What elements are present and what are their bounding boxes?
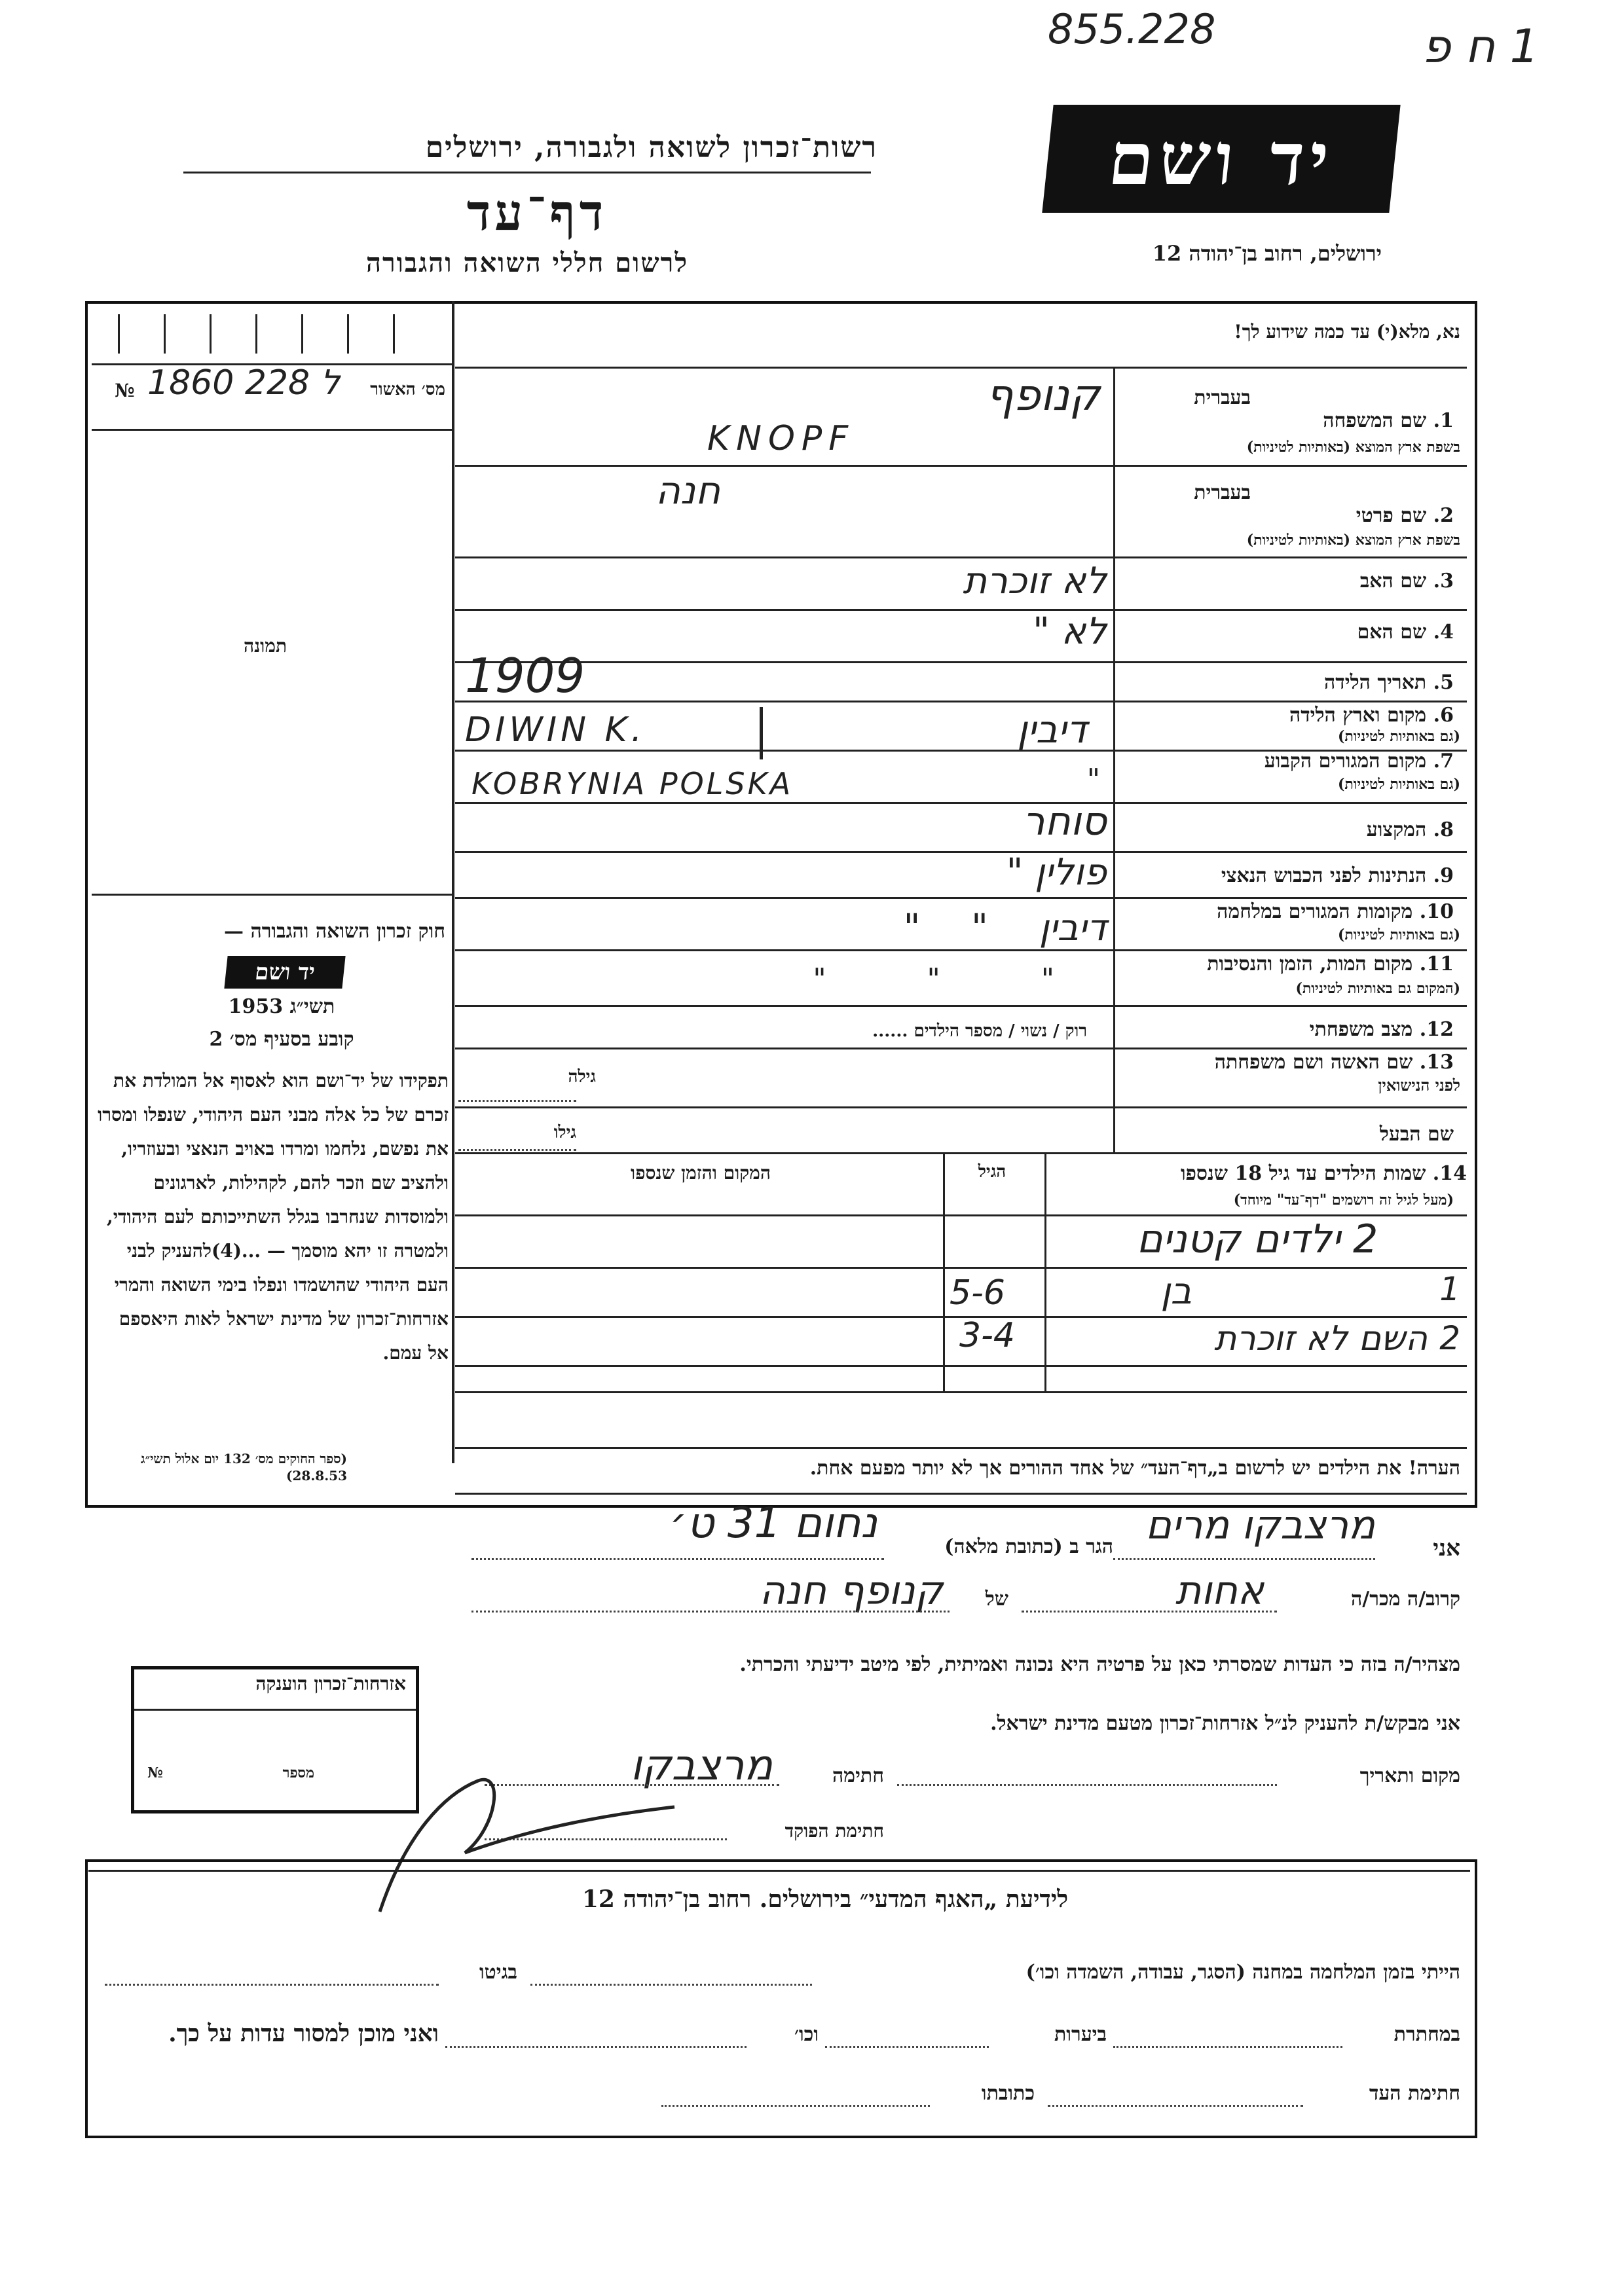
officer-signature-label: חתימת הפוקד — [784, 1820, 884, 1842]
signature-value[interactable]: מרצבקו — [630, 1741, 773, 1790]
footer-line1-a: הייתי בזמן המלחמה במחנה (הסגר, עבודה, השמדה וכו׳) — [1025, 1961, 1460, 1984]
children-age-col-left — [943, 1152, 945, 1391]
logo-text: יד ושם — [1104, 117, 1338, 201]
of-value[interactable]: קנופף חנה — [759, 1568, 943, 1614]
child-1-index: 1 — [1439, 1270, 1460, 1308]
place-date-label: מקום ותאריך — [1359, 1764, 1460, 1787]
declaration-request: אני מבקש/ת להעניק לנ״ל אזרחות־זכרון מטעם מדינת ישראל. — [990, 1712, 1460, 1735]
field-2-hebrew-hint: בעברית — [1194, 481, 1251, 504]
children-col-place: המקום והזמן שנספו — [631, 1162, 771, 1184]
field-3-value[interactable]: לא זוכרת — [963, 560, 1107, 602]
law-name-badge — [224, 956, 345, 989]
record-label: מס׳ האשור — [370, 380, 445, 399]
field-2-sub: בשפת ארץ המוצא (באותיות לטיניות) — [1246, 532, 1460, 549]
field-12-label: 12. מצב משפחתי — [1309, 1018, 1454, 1041]
authority-underline — [183, 172, 871, 173]
field-8-label: 8. המקצוע — [1366, 818, 1454, 841]
declaration-i-label: אני — [1433, 1535, 1460, 1561]
field-9-value[interactable]: פולין " — [1006, 851, 1107, 894]
relation-label: קרוב/ה מכר/ה — [1351, 1588, 1460, 1611]
child-2-index: 2 — [1439, 1319, 1460, 1357]
law-footnote: (ספר החוקים מס׳ 132 יום אלול תשי״ג 28.8.53) — [140, 1451, 347, 1484]
archive-number: 855.228 — [1048, 5, 1216, 53]
citizenship-number-sign: № — [147, 1764, 163, 1781]
children-sub: (מעל לגיל זה רושמים "דף־עד" מיוחד) — [1233, 1192, 1454, 1209]
photo-label: תמונה — [243, 635, 287, 657]
field-1-value[interactable]: קנופף — [986, 370, 1100, 420]
citizenship-number-label: מספר — [282, 1764, 314, 1781]
declaration-statement: מצהיר/ה בזה כי העדות שמסרתי כאן על פרטיה היא נכונה ואמיתית, לפי מיטב ידיעתי והכרתי. — [739, 1653, 1460, 1676]
label-column-divider — [1113, 367, 1115, 1152]
field-10-value[interactable]: דיבין " " — [903, 907, 1107, 949]
field-10-sub: (גם באותיות לטיניות) — [1337, 926, 1460, 943]
header-address: ירושלים, רחוב בן־יהודה 12 — [1152, 241, 1382, 266]
corner-marks: 1 ח פ — [1422, 20, 1539, 73]
child-2-age[interactable]: 3-4 — [959, 1316, 1015, 1355]
law-year: תשי״ג 1953 — [228, 995, 335, 1018]
field-13-label: 13. שם האשה ושם משפחתה — [1214, 1051, 1454, 1074]
field-11-value[interactable]: " " " — [813, 962, 1054, 996]
relation-value[interactable]: אחות — [1175, 1568, 1264, 1614]
children-handwritten-title[interactable]: 2 ילדים קטנים — [1136, 1216, 1378, 1262]
form-subtitle: לרשום חללי השואה והגבורה — [365, 247, 689, 278]
residing-label: הגר ב (כתובת מלאה) — [944, 1535, 1113, 1558]
field-7-value-latin[interactable]: KOBRYNIA POLSKA — [471, 766, 794, 801]
child-1-age[interactable]: 5-6 — [950, 1273, 1005, 1313]
field-6-value[interactable]: דיבין — [1017, 707, 1087, 752]
record-value: 1860 ל 228 — [147, 363, 341, 403]
form-instruction: נא, מלא(י) עד כמה שידוע לך! — [1234, 321, 1460, 342]
field-9-label: 9. הנתינות לפני הכבוש הנאצי — [1221, 864, 1454, 887]
field-1-label: 1. שם המשפחה — [1323, 409, 1454, 432]
form-title: דף־עד — [466, 183, 608, 242]
child-1-name[interactable]: בן — [1160, 1270, 1192, 1313]
authority-name: רשות־זכרון לשואה ולגבורה, ירושלים — [425, 131, 877, 164]
field-1-value-latin[interactable]: KNOPF — [707, 419, 855, 458]
footer-line2-b: ביערות — [1054, 2023, 1107, 2046]
law-clause: קובע בסעיף מס׳ 2 — [209, 1028, 354, 1051]
field-7-sub: (גם באותיות לטיניות) — [1337, 776, 1460, 793]
law-text: תפקידו של יד־ושם הוא לאסוף אל המולדת את זכרם של כל אלה מבני העם היהודי, שנפלו ומסרו את נפשם, נלחמו ומרדו באויב הנאצי ובעוזריו, ולהציב שם וזכר להם, לקהילות, לארגונים ולמוסדות שנחרבו בגלל השתייכותם לעם היהודי, ולמטרה זו יהא מוסמך — ...(4)להעניק לבני העם היהודי שהושמדו ונפלו בימי השואה והמרי אזרחות־זכרון של מדינת ישראל לאות היאספם אל עמם. — [98, 1070, 449, 1364]
field-10-label: 10. מקומות המגורים במלחמה — [1217, 900, 1454, 923]
field-6-label: 6. מקום וארץ הלידה — [1289, 704, 1454, 727]
field-2-label: 2. שם פרטי — [1356, 504, 1454, 527]
field-12-hint: רוק / נשוי / מספר הילדים ...... — [872, 1021, 1087, 1041]
field-5-label: 5. תאריך הלידה — [1324, 671, 1454, 694]
field-7-value[interactable]: " — [1086, 763, 1100, 796]
footer-line3-b: כתובתו — [981, 2082, 1035, 2105]
field-2-value[interactable]: חנה — [655, 468, 720, 513]
field-13-age-label: גילה — [568, 1067, 596, 1087]
footer-line2-a: במחתרת — [1393, 2023, 1460, 2046]
children-col-age: הגיל — [978, 1162, 1006, 1182]
field-husband-label: שם הבעל — [1379, 1123, 1454, 1146]
children-age-col-right — [1044, 1152, 1046, 1391]
footer-line2-d: ואני מוכן למסור עדות על כך. — [168, 2020, 439, 2047]
field-4-label: 4. שם האם — [1357, 621, 1454, 644]
footer-line3-a: חתימת העד — [1369, 2082, 1460, 2105]
left-column-divider — [452, 301, 454, 1463]
field-13-sub: לפני הנישואין — [1378, 1076, 1460, 1095]
field-7-label: 7. מקום המגורים הקבוע — [1264, 750, 1454, 773]
footer-line1-b: בגיטו — [479, 1961, 517, 1984]
footer-title: לידיעת „האגף המדעי״ בירושלים. רחוב בן־יהודה 12 — [581, 1886, 1069, 1913]
field-11-label: 11. מקום המות, הזמן והנסיבות — [1207, 953, 1454, 975]
field-8-value[interactable]: סוחר — [1022, 799, 1107, 845]
signature-label: חתימה — [832, 1764, 884, 1787]
citizenship-title: אזרחות־זכרון הוענקה — [255, 1673, 406, 1694]
declarant-address[interactable]: נחום 31 ט׳ — [669, 1499, 877, 1548]
law-title: חוק זכרון השואה והגבורה — — [224, 920, 445, 943]
field-4-value[interactable]: לא " — [1033, 610, 1107, 653]
field-1-hebrew-hint: בעברית — [1194, 386, 1251, 409]
record-no-sign: № — [115, 380, 135, 401]
field-1-sub: בשפת ארץ המוצא (באותיות לטיניות) — [1246, 439, 1460, 456]
declarant-name[interactable]: מרצבקו מרים — [1145, 1503, 1375, 1548]
child-2-name[interactable]: השם לא זוכרת — [1214, 1319, 1428, 1358]
field-11-sub: (המקום גם באותיות לטיניות) — [1295, 980, 1460, 997]
of-label: של — [985, 1588, 1008, 1611]
field-3-label: 3. שם האב — [1359, 570, 1454, 592]
law-name: יד ושם — [253, 959, 316, 985]
children-label: 14. שמות הילדים עד גיל 18 שנספו — [1180, 1162, 1467, 1185]
field-6-sub: (גם באותיות לטיניות) — [1337, 728, 1460, 745]
children-note: הערה! את הילדים יש לרשום ב„דף־העד״ של אחד ההורים אך לא יותר מפעם אחת. — [809, 1457, 1460, 1480]
record-ticks — [92, 314, 445, 360]
yad-vashem-logo — [1042, 105, 1400, 213]
field-5-value[interactable]: 1909 — [465, 648, 585, 703]
footer-line2-c: וכו׳ — [794, 2023, 819, 2046]
field-6-value-latin[interactable]: DIWIN K. — [465, 710, 646, 750]
field-husband-age-label: גילו — [553, 1123, 576, 1142]
